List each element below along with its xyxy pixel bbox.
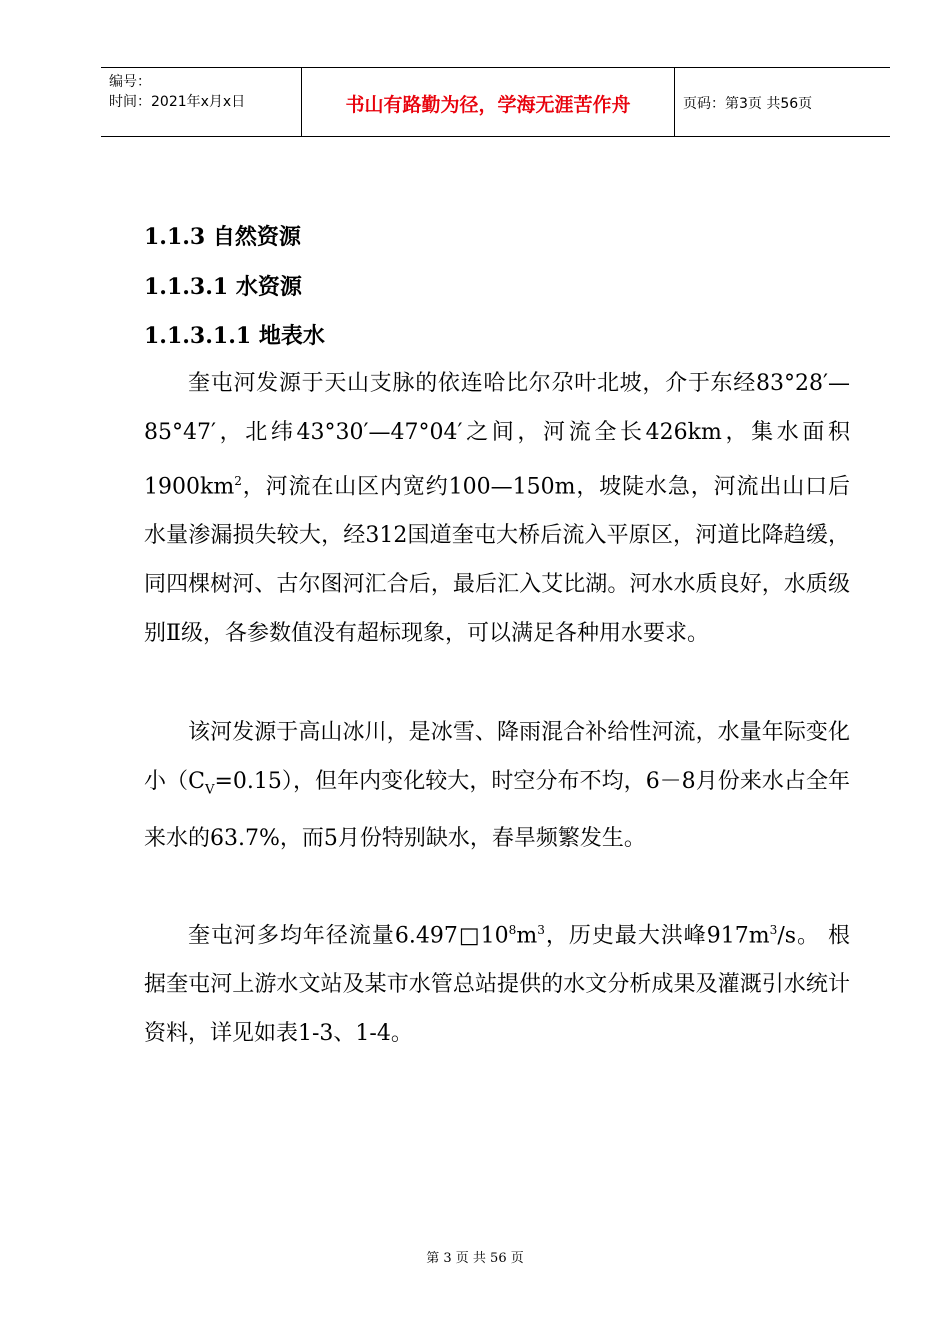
section-heading: 1.1.3 自然资源 <box>144 224 301 250</box>
paragraph: 奎屯河发源于天山支脉的依连哈比尔尕叶北坡，介于东经83°28′—85°47′，北纬43°30′—47°04′之间，河流全长426km，集水面积$1900km^2$，河流在山区内宽约100—150m，坡陡水急，河流出山口后水量渗漏损失较大，经312国道奎屯大桥后流入平原区，河道比降趋缓，同四棵树河、古尔图河汇合后，最后汇入艾比湖。河水水质良好，水质级别Ⅱ级，各参数值没有超标现象，可以满足各种用水要求。 <box>144 371 850 647</box>
paragraph: 该河发源于高山冰川，是冰雪、降雨混合补给性河流，水量年际变化小$(C_V=0.15)$，但年内变化较大，时空分布不均，6－8月份来水占全年来水的63.7%，而5月份特别缺水，春旱频繁发生。 <box>144 720 850 852</box>
multiplication-glyph: □ <box>457 923 481 949</box>
subsubsection-heading: 1.1.3.1.1 地表水 <box>144 323 325 349</box>
header-motto: 书山有路勤为径，学海无涯苦作舟 <box>345 94 631 116</box>
header-page-code: 页码：第3页 共56页 <box>683 96 813 112</box>
paragraph: 奎屯河多均年径流量$6.497□10^8m^3$，历史最大洪峰$917m^3/s$。 根据奎屯河上游水文站及某市水管总站提供的水文分析成果及灌溉引水统计资料，详见如表1-3、1-4。 <box>144 923 850 1047</box>
document-header <box>101 67 890 137</box>
header-meta <box>109 72 245 112</box>
page-footer: 第 3 页 共 56 页 <box>426 1251 524 1266</box>
date-label: 时间：2021年x月x日 <box>109 94 246 110</box>
subsection-heading: 1.1.3.1 水资源 <box>144 274 302 300</box>
serial-label: 编号： <box>109 74 151 90</box>
header-divider <box>674 68 675 136</box>
